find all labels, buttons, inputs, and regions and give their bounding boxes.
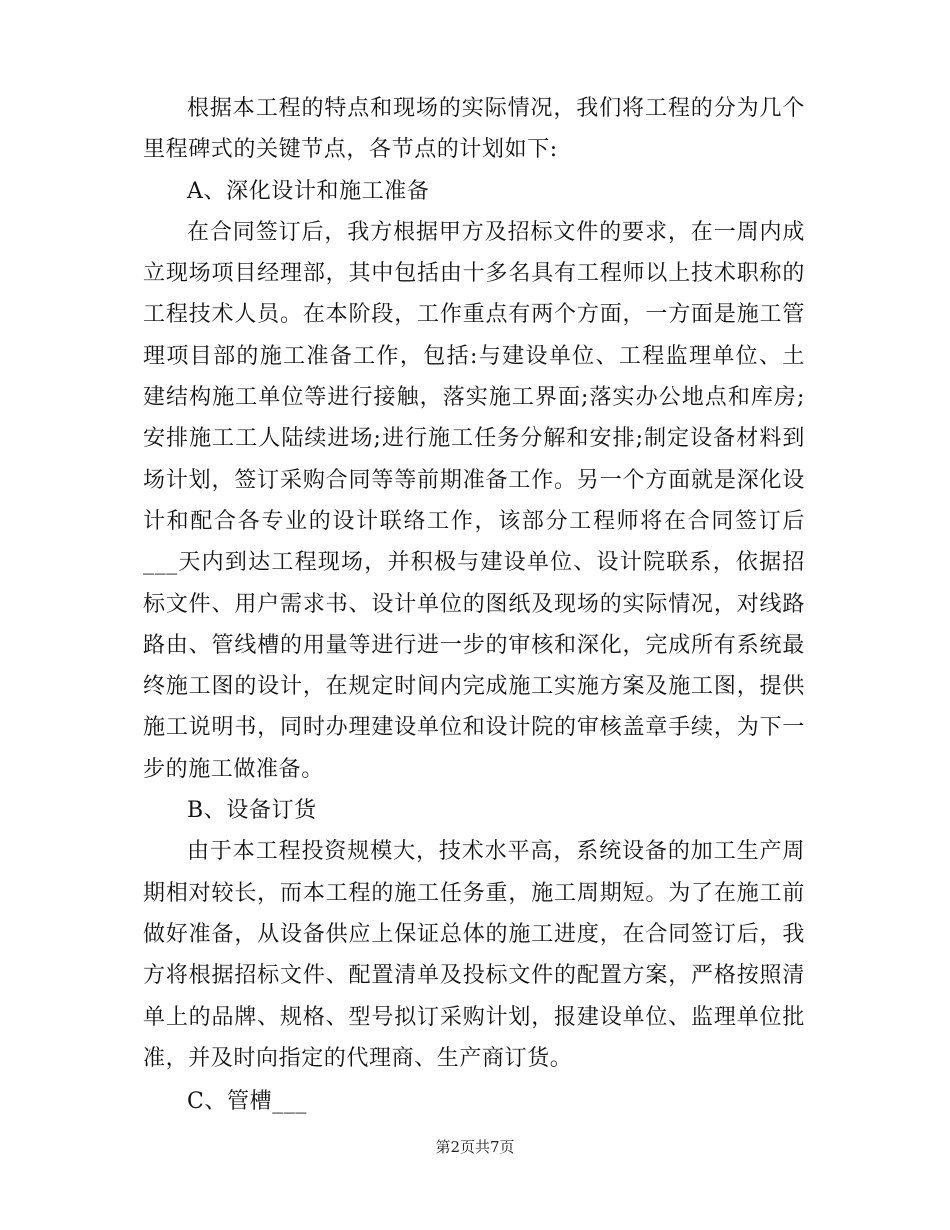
section-heading-a: A、深化设计和施工准备 xyxy=(187,178,430,204)
section-heading-c: C、管槽___ xyxy=(187,1089,308,1115)
page-number-footer: 第2页共7页 xyxy=(435,1138,515,1156)
paragraph-section-b: 由于本工程投资规模大，技术水平高，系统设备的加工生产周期相对较长，而本工程的施工任务重，施工周期短。为了在施工前做好准备，从设备供应上保证总体的施工进度，在合同签订后，我方将根据招标文件、配置清单及投标文件的配置方案，严格按照清单上的品牌、规格、型号拟订采购计划，报建设单位、监理单位批准，并及时向指定的代理商、生产商订货。 xyxy=(143,839,805,1071)
paragraph-intro: 根据本工程的特点和现场的实际情况，我们将工程的分为几个里程碑式的关键节点，各节点的计划如下: xyxy=(143,96,805,163)
document-body xyxy=(143,88,805,1122)
paragraph-section-a: 在合同签订后，我方根据甲方及招标文件的要求，在一周内成立现场项目经理部，其中包括由十多名具有工程师以上技术职称的工程技术人员。在本阶段，工作重点有两个方面，一方面是施工管理项目部的施工准备工作，包括:与建设单位、工程监理单位、土建结构施工单位等进行接触，落实施工界面;落实办公地点和库房;安排施工工人陆续进场;进行施工任务分解和安排;制定设备材料到场计划，签订采购合同等等前期准备工作。另一个方面就是深化设计和配合各专业的设计联络工作，该部分工程师将在合同签订后___天内到达工程现场，并积极与建设单位、设计院联系，依据招标文件、用户需求书、设计单位的图纸及现场的实际情况，对线路路由、管线槽的用量等进行进一步的审核和深化，完成所有系统最终施工图的设计，在规定时间内完成施工实施方案及施工图，提供施工说明书，同时办理建设单位和设计院的审核盖章手续，为下一步的施工做准备。 xyxy=(143,219,805,782)
section-heading-b: B、设备订货 xyxy=(187,798,317,824)
